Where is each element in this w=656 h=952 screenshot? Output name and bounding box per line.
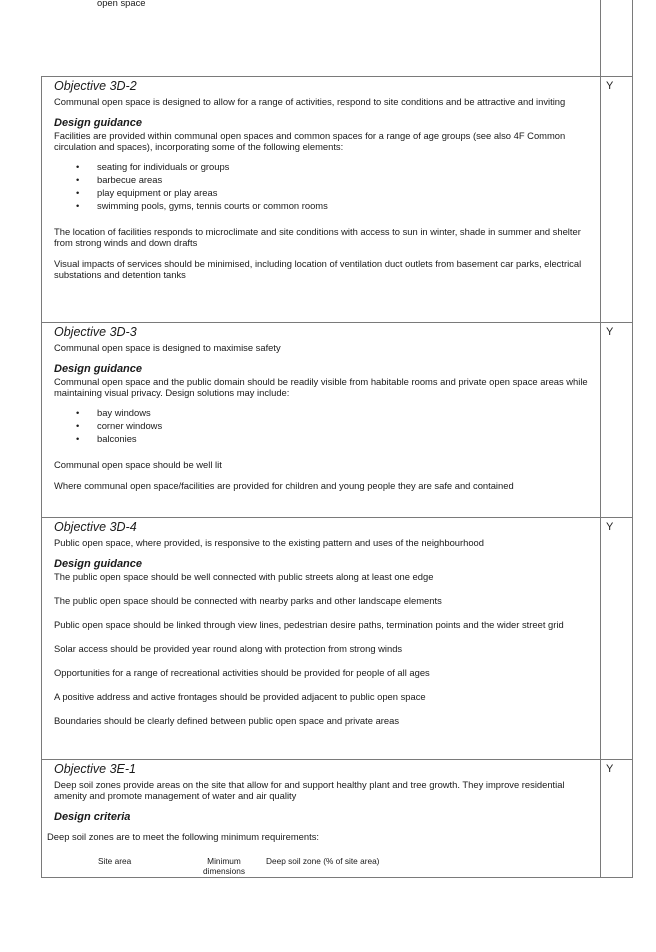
objective-title: Objective 3D-4 bbox=[54, 520, 137, 534]
guidance-intro: Facilities are provided within communal open spaces and common spaces for a range of age groups (see also 4F Common circulation and spaces), incorporating some of the following elements: bbox=[54, 130, 566, 152]
guidance-intro: Communal open space and the public domain should be readily visible from habitable rooms and private open space areas while maintaining visual privacy. Design solutions may include: bbox=[54, 376, 588, 398]
row-divider bbox=[41, 759, 633, 760]
compliance-mark: Y bbox=[606, 80, 614, 92]
objective-title: Objective 3E-1 bbox=[54, 762, 136, 776]
guidance-paragraph: The public open space should be well connected with public streets along at least one edge bbox=[54, 571, 434, 582]
objective-title: Objective 3D-3 bbox=[54, 325, 137, 339]
compliance-mark: Y bbox=[606, 763, 614, 775]
design-guidance-heading: Design guidance bbox=[54, 363, 143, 375]
criteria-intro: Deep soil zones are to meet the following minimum requirements: bbox=[47, 831, 319, 842]
bullet-list bbox=[54, 406, 594, 445]
table-header-deep-soil: Deep soil zone (% of site area) bbox=[266, 856, 380, 866]
row-divider bbox=[41, 322, 633, 323]
list-item: • seating for individuals or groups bbox=[76, 161, 230, 172]
design-guidance-heading: Design guidance bbox=[54, 558, 143, 570]
objective-3e-1-cell bbox=[54, 762, 594, 824]
objective-3d-2-cell bbox=[54, 79, 594, 290]
objective-3d-4-cell bbox=[54, 520, 594, 726]
list-item: • bay windows bbox=[76, 407, 151, 418]
compliance-mark: Y bbox=[606, 326, 614, 338]
guidance-paragraph: A positive address and active frontages should be provided adjacent to public open space bbox=[54, 691, 426, 702]
objective-statement: Communal open space is designed to maximise safety bbox=[54, 342, 281, 353]
table-header-min-dimensions: Minimum dimensions bbox=[203, 856, 245, 876]
guidance-paragraph: Boundaries should be clearly defined between public open space and private areas bbox=[54, 715, 400, 726]
list-item: • swimming pools, gyms, tennis courts or common rooms bbox=[76, 200, 328, 211]
design-criteria-heading: Design criteria bbox=[54, 811, 131, 823]
column-divider bbox=[600, 0, 601, 877]
guidance-paragraph: Communal open space should be well lit bbox=[54, 459, 222, 470]
continued-text: open space bbox=[97, 0, 146, 8]
guidance-paragraph: The public open space should be connected with nearby parks and other landscape elements bbox=[54, 595, 442, 606]
guidance-paragraph: Opportunities for a range of recreational activities should be provided for people of all ages bbox=[54, 667, 430, 678]
objective-title: Objective 3D-2 bbox=[54, 79, 137, 93]
guidance-paragraph: The location of facilities responds to microclimate and site conditions with access to sun in winter, shade in summer and shelter from strong winds and down drafts bbox=[54, 226, 581, 248]
row-divider bbox=[41, 517, 633, 518]
row-divider bbox=[41, 877, 633, 878]
list-item: • balconies bbox=[76, 433, 137, 444]
guidance-paragraph: Solar access should be provided year round along with protection from strong winds bbox=[54, 643, 403, 654]
design-guidance-heading: Design guidance bbox=[54, 117, 143, 129]
table-right-border bbox=[632, 0, 633, 877]
objective-statement: Communal open space is designed to allow for a range of activities, respond to site conditions and be attractive and inviting bbox=[54, 96, 566, 107]
objective-statement: Deep soil zones provide areas on the site that allow for and support healthy plant and tree growth. They improve residential amenity and promote management of water and air quality bbox=[54, 779, 565, 801]
guidance-paragraph: Where communal open space/facilities are provided for children and young people they are safe and contained bbox=[54, 480, 514, 491]
list-item: • play equipment or play areas bbox=[76, 187, 218, 198]
row-divider bbox=[41, 76, 633, 77]
guidance-paragraph: Visual impacts of services should be minimised, including location of ventilation duct outlets from basement car parks, electrical substations and detention tanks bbox=[54, 258, 582, 280]
list-item: • corner windows bbox=[76, 420, 163, 431]
guidance-paragraph: Public open space should be linked through view lines, pedestrian desire paths, termination points and the wider street grid bbox=[54, 619, 564, 630]
column-divider bbox=[41, 76, 42, 877]
table-header-site-area: Site area bbox=[98, 856, 132, 866]
bullet-list bbox=[54, 160, 594, 212]
objective-statement: Public open space, where provided, is responsive to the existing pattern and uses of the neighbourhood bbox=[54, 537, 484, 548]
compliance-mark: Y bbox=[606, 521, 614, 533]
objective-3d-3-cell bbox=[54, 325, 594, 501]
list-item: • barbecue areas bbox=[76, 174, 163, 185]
